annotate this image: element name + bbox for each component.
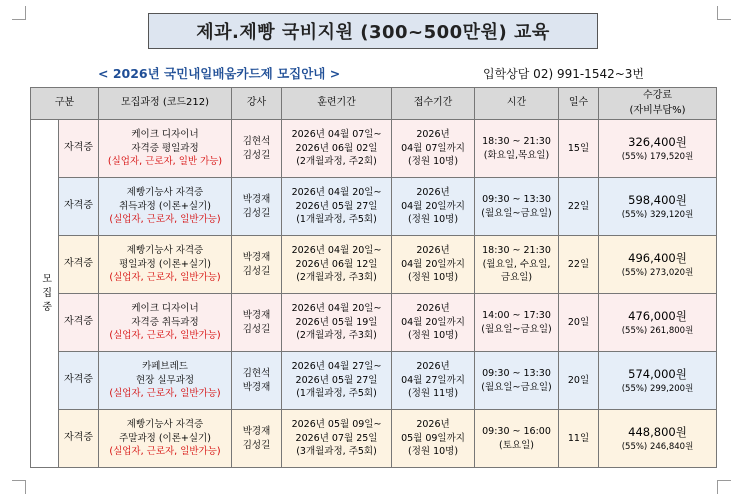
header-period: 훈련기간 [282, 88, 392, 120]
class-weekdays: (월요일~금요일) [481, 207, 552, 219]
table-row [31, 120, 717, 178]
period-cell [282, 178, 392, 236]
course-name-line1: 카페브레드 [142, 360, 188, 372]
instructor-name: 김성길 [242, 265, 271, 277]
instructor-name: 김성길 [242, 207, 271, 219]
row-type-label: 자격증 [59, 178, 99, 236]
registration-deadline: 04월 20일까지 [401, 258, 465, 270]
course-name-line2: 자격증 평일과정 [131, 142, 199, 154]
self-pay-amount: (55%) 246,840원 [621, 441, 694, 452]
period-note: (3개월과정, 주5회) [296, 446, 377, 458]
registration-capacity: (정원 10명) [407, 214, 459, 226]
registration-year: 2026년 [416, 128, 450, 140]
period-note: (2개월과정, 주3회) [296, 272, 377, 284]
course-table [30, 87, 717, 468]
period-end: 2026년 05월 19일 [295, 316, 378, 328]
course-name-line1: 제빵기능사 자격증 [126, 186, 204, 198]
header-fee-self-label: (자비부담%) [629, 104, 686, 116]
period-end: 2026년 05월 27일 [295, 200, 378, 212]
self-pay-amount: (55%) 179,520원 [621, 151, 694, 162]
instructor-cell [232, 352, 282, 410]
registration-capacity: (정원 10명) [407, 446, 459, 458]
self-pay-amount: (55%) 273,020원 [621, 267, 694, 278]
header-days: 일수 [559, 88, 599, 120]
fee-cell [599, 352, 717, 410]
fee-cell [599, 178, 717, 236]
page-title: 제과.제빵 국비지원 (300~500만원) 교육 [148, 13, 598, 49]
days-cell: 15일 [559, 120, 599, 178]
fee-cell [599, 410, 717, 468]
period-end: 2026년 06월 12일 [295, 258, 378, 270]
registration-deadline: 04월 20일까지 [401, 200, 465, 212]
period-note: (2개월과정, 주3회) [296, 330, 377, 342]
registration-deadline: 04월 27일까지 [401, 374, 465, 386]
course-name-line2: 취득과정 (이론+실기) [119, 200, 211, 212]
recruitment-subtitle: < 2026년 국민내일배움카드제 모집안내 > [98, 66, 341, 81]
instructor-name: 박경재 [242, 251, 271, 263]
header-fee [599, 88, 717, 120]
registration-cell [392, 236, 475, 294]
period-start: 2026년 04월 20일~ [291, 302, 382, 314]
instructor-name: 박경재 [242, 193, 271, 205]
time-cell [475, 178, 559, 236]
period-note: (1개월과정, 주5회) [296, 214, 377, 226]
course-name-line2: 주말과정 (이론+실기) [119, 432, 211, 444]
fee-cell [599, 236, 717, 294]
registration-cell [392, 294, 475, 352]
instructor-name: 김성길 [242, 439, 271, 451]
header-instructor: 강사 [232, 88, 282, 120]
crop-mark-top-right [717, 6, 731, 20]
header-registration: 접수기간 [392, 88, 475, 120]
row-type-label: 자격증 [59, 236, 99, 294]
registration-cell [392, 410, 475, 468]
crop-mark-bottom-right [717, 480, 731, 494]
course-name-line1: 케이크 디자이너 [131, 302, 199, 314]
registration-deadline: 04월 20일까지 [401, 316, 465, 328]
days-cell: 20일 [559, 294, 599, 352]
instructor-cell [232, 120, 282, 178]
self-pay-amount: (55%) 261,800원 [621, 325, 694, 336]
header-time: 시간 [475, 88, 559, 120]
registration-cell [392, 352, 475, 410]
course-cell [99, 294, 232, 352]
course-cell [99, 178, 232, 236]
instructor-name: 김현석 [242, 135, 271, 147]
class-weekdays: (월요일~금요일) [481, 381, 552, 393]
period-start: 2026년 04월 07일~ [291, 128, 382, 140]
period-end: 2026년 05월 27일 [295, 374, 378, 386]
admission-contact: 입학상담 02) 991-1542~3번 [483, 67, 645, 81]
time-cell [475, 410, 559, 468]
class-weekdays: (화요일,목요일) [483, 149, 550, 161]
header-category: 구분 [31, 88, 99, 120]
registration-deadline: 04월 07일까지 [401, 142, 465, 154]
row-type-label: 자격증 [59, 352, 99, 410]
days-cell: 22일 [559, 178, 599, 236]
course-name-line2: 평일과정 (이론+실기) [119, 258, 211, 270]
table-row [31, 294, 717, 352]
course-name-line2: 현장 실무과정 [135, 374, 195, 386]
table-row [31, 236, 717, 294]
table-row [31, 352, 717, 410]
registration-capacity: (정원 10명) [407, 330, 459, 342]
course-cell [99, 120, 232, 178]
crop-mark-top-left [12, 6, 26, 20]
course-cell [99, 410, 232, 468]
course-fee: 448,800원 [628, 425, 687, 439]
time-cell [475, 120, 559, 178]
period-cell [282, 120, 392, 178]
course-fee: 598,400원 [628, 193, 687, 207]
course-eligibility: (실업자, 근로자, 일반 가능) [107, 156, 223, 168]
header-course: 모집과정 (코드212) [99, 88, 232, 120]
class-weekdays-cont: 금요일) [500, 272, 533, 284]
instructor-name: 박경재 [242, 425, 271, 437]
period-start: 2026년 04월 20일~ [291, 186, 382, 198]
time-cell [475, 352, 559, 410]
class-hours: 09:30 ~ 16:00 [482, 425, 551, 437]
days-cell: 20일 [559, 352, 599, 410]
registration-cell [392, 178, 475, 236]
course-name-line2: 자격증 취득과정 [131, 316, 199, 328]
registration-capacity: (정원 10명) [407, 156, 459, 168]
row-type-label: 자격증 [59, 294, 99, 352]
course-eligibility: (실업자, 근로자, 일반가능) [109, 330, 221, 342]
category-recruiting: 모집중 [31, 120, 59, 468]
period-note: (2개월과정, 주2회) [296, 156, 377, 168]
course-fee: 476,000원 [628, 309, 687, 323]
fee-cell [599, 120, 717, 178]
period-cell [282, 352, 392, 410]
registration-year: 2026년 [416, 360, 450, 372]
class-hours: 09:30 ~ 13:30 [482, 367, 551, 379]
header-fee-label: 수강료 [643, 90, 672, 101]
self-pay-amount: (55%) 299,200원 [621, 383, 694, 394]
days-cell: 11일 [559, 410, 599, 468]
self-pay-amount: (55%) 329,120원 [621, 209, 694, 220]
time-cell [475, 294, 559, 352]
period-end: 2026년 06월 02일 [295, 142, 378, 154]
class-weekdays: (월요일~금요일) [481, 323, 552, 335]
instructor-name: 김성길 [242, 323, 271, 335]
registration-year: 2026년 [416, 186, 450, 198]
instructor-cell [232, 236, 282, 294]
course-name-line1: 제빵기능사 자격증 [126, 244, 204, 256]
period-start: 2026년 05월 09일~ [291, 418, 382, 430]
course-cell [99, 352, 232, 410]
registration-year: 2026년 [416, 302, 450, 314]
days-cell: 22일 [559, 236, 599, 294]
class-hours: 18:30 ~ 21:30 [482, 135, 551, 147]
course-name-line1: 제빵기능사 자격증 [126, 418, 204, 430]
course-name-line1: 케이크 디자이너 [131, 128, 199, 140]
registration-capacity: (정원 11명) [407, 388, 459, 400]
instructor-cell [232, 178, 282, 236]
instructor-cell [232, 410, 282, 468]
class-hours: 18:30 ~ 21:30 [482, 244, 551, 256]
period-note: (1개월과정, 주5회) [296, 388, 377, 400]
course-fee: 574,000원 [628, 367, 687, 381]
course-eligibility: (실업자, 근로자, 일반가능) [109, 272, 221, 284]
instructor-name: 박경재 [242, 309, 271, 321]
row-type-label: 자격증 [59, 410, 99, 468]
class-hours: 09:30 ~ 13:30 [482, 193, 551, 205]
class-weekdays: (월요일, 수요일, [482, 258, 551, 270]
registration-capacity: (정원 10명) [407, 272, 459, 284]
instructor-name: 박경재 [242, 381, 271, 393]
instructor-cell [232, 294, 282, 352]
registration-year: 2026년 [416, 244, 450, 256]
registration-cell [392, 120, 475, 178]
class-hours: 14:00 ~ 17:30 [482, 309, 551, 321]
course-eligibility: (실업자, 근로자, 일반가능) [109, 446, 221, 458]
registration-year: 2026년 [416, 418, 450, 430]
table-header-row [31, 88, 717, 120]
instructor-name: 김현석 [242, 367, 271, 379]
period-start: 2026년 04월 27일~ [291, 360, 382, 372]
class-weekdays: (토요일) [499, 439, 534, 451]
time-cell [475, 236, 559, 294]
period-cell [282, 410, 392, 468]
instructor-name: 김성길 [242, 149, 271, 161]
course-eligibility: (실업자, 근로자, 일반가능) [109, 388, 221, 400]
course-eligibility: (실업자, 근로자, 일반가능) [109, 214, 221, 226]
period-end: 2026년 07월 25일 [295, 432, 378, 444]
course-fee: 326,400원 [628, 135, 687, 149]
period-cell [282, 236, 392, 294]
course-fee: 496,400원 [628, 251, 687, 265]
period-cell [282, 294, 392, 352]
table-row [31, 410, 717, 468]
registration-deadline: 05월 09일까지 [401, 432, 465, 444]
course-cell [99, 236, 232, 294]
period-start: 2026년 04월 20일~ [291, 244, 382, 256]
crop-mark-bottom-left [12, 480, 26, 494]
row-type-label: 자격증 [59, 120, 99, 178]
table-row [31, 178, 717, 236]
fee-cell [599, 294, 717, 352]
